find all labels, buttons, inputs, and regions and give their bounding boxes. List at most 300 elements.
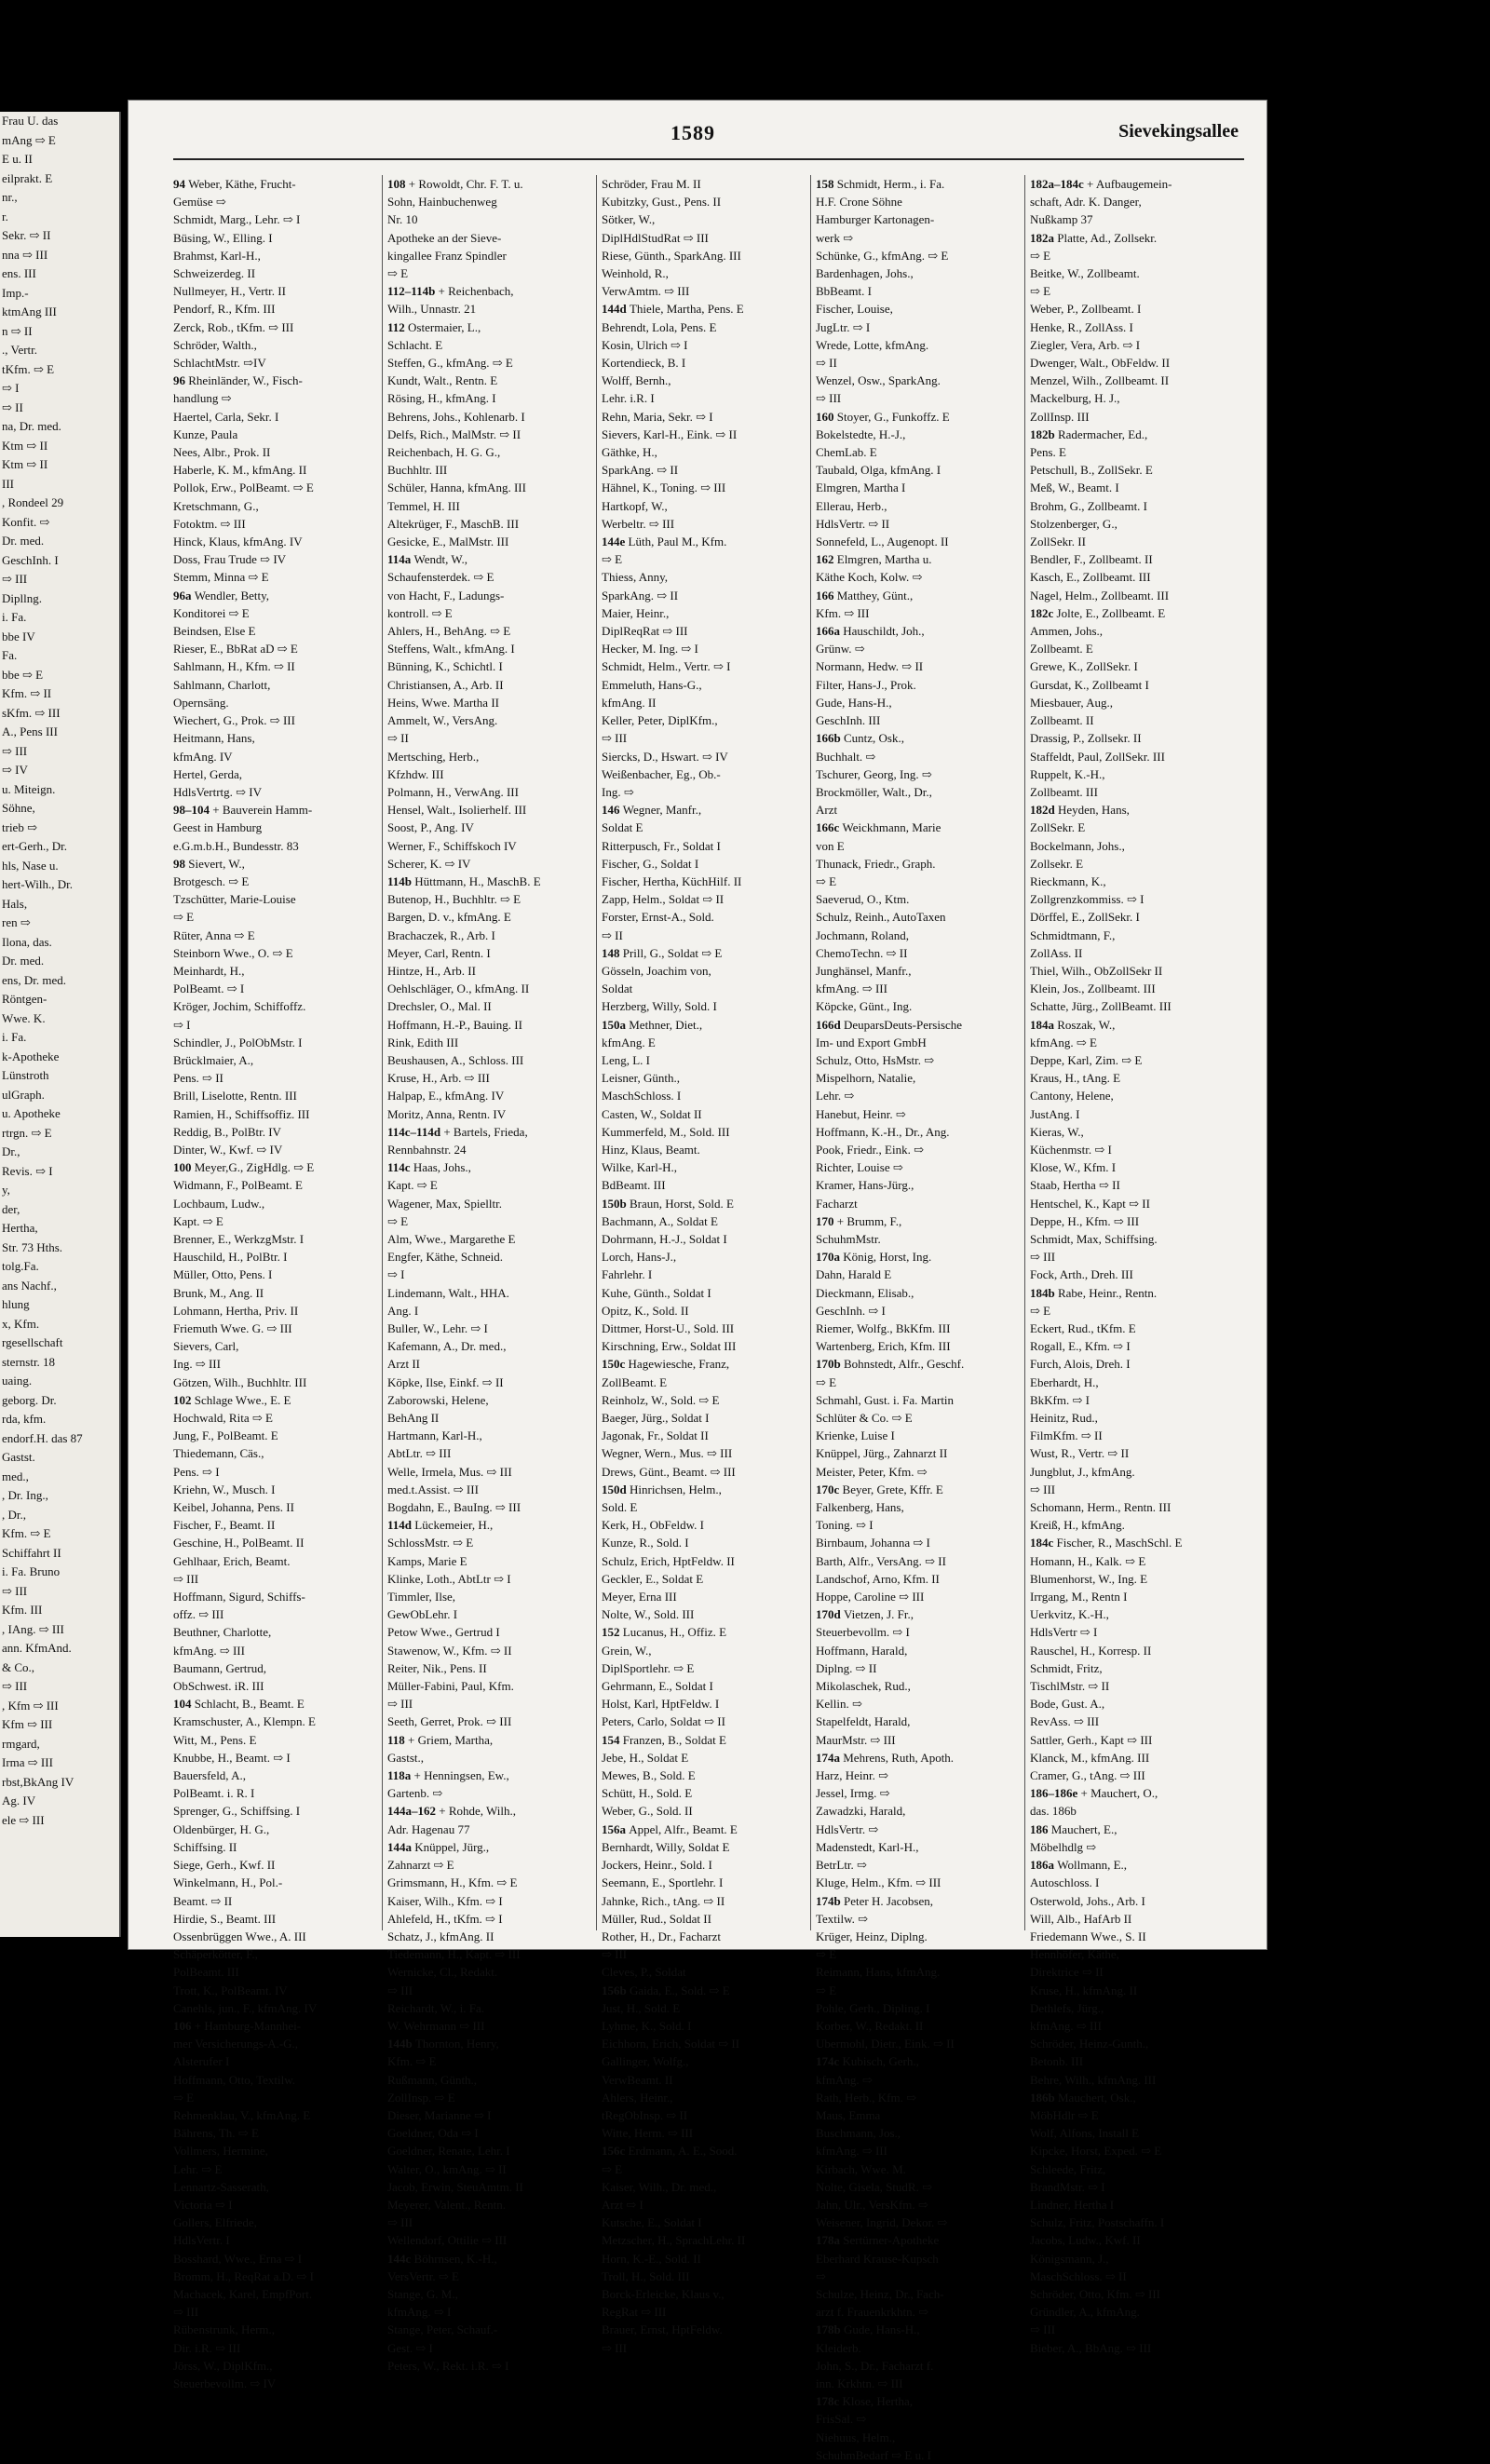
resident-text: kfmAng. ⇨ III bbox=[816, 982, 887, 996]
resident-text: Pens. E bbox=[1030, 445, 1066, 460]
left-page-line: y, bbox=[2, 1183, 10, 1197]
directory-entry bbox=[602, 1087, 806, 1104]
directory-entry bbox=[173, 1552, 378, 1570]
directory-entry bbox=[1030, 443, 1240, 461]
resident-text: Rieckmann, K., bbox=[1030, 873, 1106, 888]
resident-text: Fischer, G., Soldat I bbox=[602, 856, 699, 871]
resident-text: Baeger, Jürg., Soldat I bbox=[602, 1411, 710, 1426]
resident-text: Seemann, E., Sportlehr. I bbox=[602, 1875, 724, 1890]
resident-text: + Hamburg-Mannhei- bbox=[194, 2018, 302, 2033]
left-page-line: eilprakt. E bbox=[2, 170, 53, 185]
left-page-line: mAng ⇨ E bbox=[2, 132, 56, 147]
directory-entry bbox=[816, 1623, 1021, 1641]
resident-text: Beitke, W., Zollbeamt. bbox=[1030, 266, 1140, 281]
resident-text: Wolf, Alfons, Install E bbox=[1030, 2126, 1140, 2141]
resident-text: Hoffmann, H.-P., Bauing. II bbox=[387, 1017, 522, 1032]
resident-text: Cramer, G., tAng. ⇨ III bbox=[1030, 1768, 1145, 1783]
resident-text: Gesicke, E., MalMstr. III bbox=[387, 535, 509, 549]
directory-entry bbox=[816, 1713, 1021, 1730]
left-page-line: Kfm. ⇨ E bbox=[2, 1526, 51, 1540]
house-number: 166 bbox=[816, 588, 837, 602]
directory-entry bbox=[816, 2142, 1021, 2159]
house-number: 170b bbox=[816, 1357, 844, 1372]
directory-entry bbox=[816, 336, 1021, 354]
directory-entry bbox=[387, 997, 592, 1015]
resident-text: Haertel, Carla, Sekr. I bbox=[173, 409, 279, 424]
directory-entry bbox=[387, 1516, 592, 1534]
directory-entry bbox=[602, 1266, 806, 1283]
resident-text: Bauersfeld, A., bbox=[173, 1768, 246, 1783]
resident-text: DiplSportlehr. ⇨ E bbox=[602, 1660, 695, 1675]
directory-entry bbox=[1030, 1713, 1240, 1730]
directory-entry bbox=[602, 604, 806, 622]
resident-text: Leisner, Günth., bbox=[602, 1071, 680, 1086]
resident-text: Brohm, G., Zollbeamt. I bbox=[1030, 498, 1148, 513]
resident-text: Bünning, K., Schichtl. I bbox=[387, 659, 503, 674]
resident-text: Ahlefeld, H., tKfm. ⇨ I bbox=[387, 1911, 503, 1926]
directory-entry bbox=[816, 1605, 1021, 1623]
resident-text: Pohle, Gerh., Dipling. I bbox=[816, 2000, 930, 2015]
directory-entry bbox=[602, 264, 806, 282]
resident-text: Ang. I bbox=[387, 1303, 419, 1318]
resident-text: ⇨ E bbox=[387, 266, 409, 281]
resident-text: SchuhmMstr. bbox=[816, 1231, 881, 1246]
resident-text: MaschSchloss. I bbox=[602, 1089, 682, 1103]
directory-entry bbox=[602, 1695, 806, 1713]
left-page-line: Ag. IV bbox=[2, 1794, 36, 1807]
resident-text: kfmAng. II bbox=[602, 695, 657, 710]
directory-entry bbox=[387, 550, 592, 568]
directory-entry bbox=[1030, 497, 1240, 515]
directory-entry bbox=[816, 1659, 1021, 1677]
resident-text: Hauschildt, Joh., bbox=[843, 624, 925, 639]
directory-entry bbox=[602, 1427, 806, 1444]
directory-entry bbox=[1030, 1248, 1240, 1266]
resident-text: Sievers, Karl-H., Eink. ⇨ II bbox=[602, 426, 738, 441]
resident-text: BkKfm. ⇨ I bbox=[1030, 1392, 1090, 1407]
directory-entry bbox=[387, 1623, 592, 1641]
resident-text: Mauchert, E., bbox=[1050, 1821, 1118, 1836]
directory-entry bbox=[1030, 533, 1240, 550]
directory-entry bbox=[173, 2375, 378, 2392]
resident-text: Brachaczek, R., Arb. I bbox=[387, 927, 495, 942]
directory-entry bbox=[387, 1051, 592, 1069]
left-page-line: Str. 73 Hths. bbox=[2, 1239, 63, 1254]
house-number: 98–104 bbox=[173, 803, 213, 818]
left-page-line: Lünstroth bbox=[2, 1068, 49, 1082]
directory-entry bbox=[602, 443, 806, 461]
directory-entry bbox=[1030, 1158, 1240, 1176]
house-number: 96 bbox=[173, 373, 189, 388]
resident-text: ZollSekr. II bbox=[1030, 535, 1086, 549]
resident-text: Petow Wwe., Gertrud I bbox=[387, 1625, 500, 1640]
directory-entry bbox=[816, 1642, 1021, 1659]
directory-entry bbox=[1030, 372, 1240, 389]
directory-entry bbox=[602, 1605, 806, 1623]
directory-entry bbox=[602, 1821, 806, 1838]
directory-entry bbox=[816, 282, 1021, 300]
left-page-line: sKfm. ⇨ III bbox=[2, 705, 61, 720]
resident-text: Kellin. ⇨ bbox=[816, 1697, 862, 1712]
left-page-line: med., bbox=[2, 1469, 29, 1483]
directory-entry bbox=[173, 1051, 378, 1069]
resident-text: ZollInsp. III bbox=[1030, 409, 1090, 424]
house-number: 150b bbox=[602, 1196, 630, 1211]
directory-entry bbox=[173, 657, 378, 675]
house-number: 146 bbox=[602, 803, 623, 818]
resident-text: Erdmann, A. E., Sood. bbox=[628, 2144, 738, 2159]
directory-entry bbox=[1030, 408, 1240, 426]
directory-entry bbox=[387, 318, 592, 336]
resident-text: Fischer, R., MaschSchl. E bbox=[1056, 1536, 1183, 1550]
resident-text: Böhrnsen, K.-H., bbox=[413, 2251, 497, 2266]
directory-entry bbox=[173, 927, 378, 944]
directory-entry bbox=[173, 2052, 378, 2070]
resident-text: Hintze, H., Arb. II bbox=[387, 963, 476, 978]
resident-text: Hennhöfer, Käthe, bbox=[1030, 1947, 1119, 1962]
resident-text: kontroll. ⇨ E bbox=[387, 605, 453, 620]
directory-entry bbox=[173, 2214, 378, 2231]
directory-entry bbox=[816, 819, 1021, 836]
directory-entry bbox=[173, 372, 378, 389]
directory-entry bbox=[816, 2339, 1021, 2357]
resident-text: schaft, Adr. K. Danger, bbox=[1030, 195, 1142, 210]
directory-entry bbox=[1030, 944, 1240, 962]
resident-text: Maus, Emma bbox=[816, 2107, 881, 2122]
directory-entry bbox=[1030, 550, 1240, 568]
resident-text: kfmAng. ⇨ E bbox=[1030, 1035, 1097, 1049]
resident-text: Kasch, E., Zollbeamt. III bbox=[1030, 570, 1151, 585]
resident-text: Heyden, Hans, bbox=[1057, 803, 1130, 818]
resident-text: Canehls, jun., F., kfmAng. IV bbox=[173, 2000, 318, 2015]
directory-entry bbox=[387, 1784, 592, 1802]
directory-entry bbox=[816, 568, 1021, 586]
directory-entry bbox=[602, 2339, 806, 2357]
directory-entry bbox=[602, 855, 806, 873]
directory-entry bbox=[1030, 2339, 1240, 2357]
resident-text: Vollmers, Hermine, bbox=[173, 2144, 268, 2159]
directory-entry bbox=[602, 336, 806, 354]
directory-entry bbox=[1030, 1999, 1240, 2017]
left-page-line: ktmAng III bbox=[2, 305, 57, 318]
house-number: 182d bbox=[1030, 803, 1058, 818]
left-page-line: geborg. Dr. bbox=[2, 1392, 57, 1407]
resident-text: Knüppel, Jürg., Zahnarzt II bbox=[816, 1446, 948, 1461]
directory-entry bbox=[1030, 640, 1240, 657]
resident-text: Kramer, Hans-Jürg., bbox=[816, 1178, 914, 1193]
resident-text: Leng, L. I bbox=[602, 1052, 650, 1067]
resident-text: Bromm, H., ReqRat a.D. ⇨ I bbox=[173, 2268, 314, 2283]
resident-text: Stemm, Minna ⇨ E bbox=[173, 570, 269, 585]
directory-entry bbox=[1030, 1874, 1240, 1891]
directory-entry bbox=[1030, 2178, 1240, 2196]
house-number: 156c bbox=[602, 2144, 629, 2159]
resident-text: Soldat bbox=[602, 982, 633, 996]
left-page-line: Revis. ⇨ I bbox=[2, 1163, 53, 1178]
directory-entry bbox=[602, 300, 806, 318]
directory-entry bbox=[173, 1623, 378, 1641]
directory-entry bbox=[173, 2178, 378, 2196]
resident-text: SparkAng. ⇨ II bbox=[602, 463, 679, 478]
resident-text: Knüppel, Jürg., bbox=[414, 1839, 490, 1854]
house-number: 114d bbox=[387, 1518, 415, 1533]
resident-text: kfmAng. IV bbox=[173, 749, 233, 764]
directory-entry bbox=[387, 855, 592, 873]
directory-entry bbox=[173, 2231, 378, 2249]
resident-text: Opernsäng. bbox=[173, 695, 229, 710]
resident-text: Peters, W., Rekt. i.R. ⇨ I bbox=[387, 2358, 509, 2373]
house-number: 170d bbox=[816, 1607, 844, 1622]
column-divider bbox=[596, 175, 597, 1930]
resident-text: Kubitzky, Gust., Pens. II bbox=[602, 195, 722, 210]
house-number: 174b bbox=[816, 1893, 844, 1908]
directory-entry bbox=[1030, 1534, 1240, 1551]
directory-entry bbox=[816, 783, 1021, 801]
directory-entry bbox=[602, 1302, 806, 1320]
directory-entry bbox=[816, 318, 1021, 336]
resident-text: Brockmöller, Walt., Dr., bbox=[816, 784, 932, 799]
directory-entry bbox=[173, 676, 378, 694]
resident-text: Hentschel, K., Kapt ⇨ II bbox=[1030, 1196, 1150, 1211]
directory-entry bbox=[816, 497, 1021, 515]
resident-text: TischlMstr. ⇨ II bbox=[1030, 1679, 1110, 1694]
directory-entry bbox=[816, 1498, 1021, 1516]
left-page-line: Dr., bbox=[2, 1144, 20, 1158]
resident-text: Ostermaier, L., bbox=[408, 319, 481, 334]
resident-text: Rehn, Maria, Sekr. ⇨ I bbox=[602, 409, 713, 424]
directory-entry bbox=[1030, 980, 1240, 997]
directory-entry bbox=[1030, 515, 1240, 533]
directory-entry bbox=[173, 1928, 378, 1945]
resident-text: Schütt, H., Sold. E bbox=[602, 1786, 693, 1801]
column-3 bbox=[602, 175, 806, 2355]
resident-text: Kunze, Paula bbox=[173, 426, 238, 441]
directory-entry bbox=[1030, 1481, 1240, 1498]
directory-entry bbox=[387, 336, 592, 354]
resident-text: Lehr. ⇨ bbox=[816, 1089, 855, 1103]
directory-entry bbox=[387, 1570, 592, 1588]
resident-text: Jessel, Irmg. ⇨ bbox=[816, 1786, 890, 1801]
resident-text: Horn, K.-E., Sold. II bbox=[602, 2251, 701, 2266]
directory-entry bbox=[602, 1444, 806, 1462]
resident-text: Jacob, Erwin, SteuAmtm. II bbox=[387, 2179, 523, 2194]
resident-text: Meister, Peter, Kfm. ⇨ bbox=[816, 1464, 928, 1479]
resident-text: Dahn, Harald E bbox=[816, 1267, 892, 1282]
directory-entry bbox=[387, 908, 592, 926]
resident-text: Miesbauer, Aug., bbox=[1030, 695, 1114, 710]
resident-text: Deppe, H., Kfm. ⇨ III bbox=[1030, 1213, 1140, 1228]
resident-text: ⇨ III bbox=[387, 1697, 413, 1712]
directory-entry bbox=[387, 1141, 592, 1158]
resident-text: Werbeltr. ⇨ III bbox=[602, 516, 675, 531]
resident-text: Müller, Rud., Soldat II bbox=[602, 1911, 711, 1926]
resident-text: Köpcke, Günt., Ing. bbox=[816, 999, 913, 1014]
resident-text: Buchhalt. ⇨ bbox=[816, 749, 876, 764]
directory-entry bbox=[173, 354, 378, 372]
directory-entry bbox=[816, 479, 1021, 496]
resident-text: Thiel, Wilh., ObZollSekr II bbox=[1030, 963, 1163, 978]
resident-text: arzt f. Frauenkrkhtn. ⇨ bbox=[816, 2305, 928, 2320]
resident-text: Nagel, Helm., Zollbeamt. III bbox=[1030, 588, 1170, 602]
directory-entry bbox=[173, 587, 378, 604]
resident-text: Siercks, D., Hswart. ⇨ IV bbox=[602, 749, 728, 764]
resident-text: Kummerfeld, M., Sold. III bbox=[602, 1124, 730, 1139]
directory-entry bbox=[1030, 694, 1240, 711]
directory-entry bbox=[816, 1409, 1021, 1427]
directory-entry bbox=[173, 1195, 378, 1212]
resident-text: Tschurer, Georg, Ing. ⇨ bbox=[816, 766, 932, 781]
directory-entry bbox=[602, 2250, 806, 2268]
directory-entry bbox=[816, 1123, 1021, 1141]
left-page-line: III bbox=[2, 476, 14, 491]
directory-entry bbox=[1030, 997, 1240, 1015]
directory-entry bbox=[173, 1659, 378, 1677]
directory-entry bbox=[387, 2214, 592, 2231]
resident-text: Korber, W., Redakt. II bbox=[816, 2018, 924, 2033]
directory-entry bbox=[173, 1087, 378, 1104]
directory-entry bbox=[173, 2071, 378, 2089]
resident-text: Hähnel, K., Toning. ⇨ III bbox=[602, 481, 726, 495]
resident-text: Heinitz, Rud., bbox=[1030, 1411, 1098, 1426]
directory-entry bbox=[173, 2035, 378, 2052]
left-page-line: na, Dr. med. bbox=[2, 419, 61, 433]
resident-text: Halpap, E., kfmAng. IV bbox=[387, 1089, 505, 1103]
house-number: 160 bbox=[816, 409, 837, 424]
directory-entry bbox=[387, 604, 592, 622]
left-page-line: Gastst. bbox=[2, 1450, 35, 1464]
house-number: 184b bbox=[1030, 1285, 1058, 1300]
directory-entry bbox=[816, 908, 1021, 926]
directory-entry bbox=[1030, 1659, 1240, 1677]
directory-entry bbox=[816, 2160, 1021, 2178]
directory-entry bbox=[816, 1838, 1021, 1856]
directory-entry bbox=[1030, 318, 1240, 336]
resident-text: ⇨ II bbox=[602, 927, 623, 942]
house-number: 182c bbox=[1030, 605, 1057, 620]
directory-entry bbox=[173, 640, 378, 657]
directory-entry bbox=[1030, 1642, 1240, 1659]
directory-entry bbox=[816, 1516, 1021, 1534]
directory-entry bbox=[387, 282, 592, 300]
directory-entry bbox=[816, 2124, 1021, 2142]
resident-text: Schulz, Fritz, Postschaffn. I bbox=[1030, 2215, 1165, 2230]
resident-text: Meyer, Carl, Rentn. I bbox=[387, 945, 491, 960]
resident-text: Steuerbevollm. ⇨ I bbox=[816, 1625, 910, 1640]
resident-text: Nees, Albr., Prok. II bbox=[173, 445, 271, 460]
resident-text: Käthe Koch, Kolw. ⇨ bbox=[816, 570, 923, 585]
resident-text: Schindler, J., PolObMstr. I bbox=[173, 1035, 303, 1049]
resident-text: Kundt, Walt., Rentn. E bbox=[387, 373, 498, 388]
left-page-line: Schiffahrt II bbox=[2, 1545, 61, 1560]
resident-text: ChemLab. E bbox=[816, 445, 877, 460]
directory-entry bbox=[602, 694, 806, 711]
resident-text: Friedemann Wwe., S. II bbox=[1030, 1929, 1146, 1943]
resident-text: Peters, Carlo, Soldat ⇨ II bbox=[602, 1714, 725, 1729]
resident-text: Werner, F., Schiffskoch IV bbox=[387, 838, 517, 853]
resident-text: Wendt, W., bbox=[413, 552, 467, 567]
directory-entry bbox=[387, 1892, 592, 1910]
resident-text: Gude, Hans-H., bbox=[816, 695, 892, 710]
directory-entry bbox=[387, 1945, 592, 1963]
directory-entry bbox=[1030, 247, 1240, 264]
resident-text: Jebe, H., Soldat E bbox=[602, 1750, 689, 1765]
left-page-line: ann. KfmAnd. bbox=[2, 1641, 72, 1655]
directory-entry bbox=[816, 2357, 1021, 2375]
directory-entry bbox=[602, 282, 806, 300]
resident-text: Schulz, Erich, HptFeldw. II bbox=[602, 1553, 735, 1568]
directory-entry bbox=[602, 2303, 806, 2321]
resident-text: Timmler, Ilse, bbox=[387, 1590, 456, 1604]
directory-entry bbox=[387, 1928, 592, 1945]
directory-entry bbox=[816, 443, 1021, 461]
directory-entry bbox=[602, 1588, 806, 1605]
directory-entry bbox=[816, 1230, 1021, 1248]
directory-entry bbox=[1030, 2106, 1240, 2124]
directory-entry bbox=[1030, 1784, 1240, 1802]
resident-text: Schmidt, Helm., Vertr. ⇨ I bbox=[602, 659, 731, 674]
directory-entry bbox=[173, 282, 378, 300]
directory-entry bbox=[816, 1051, 1021, 1069]
directory-entry bbox=[387, 1874, 592, 1891]
resident-text: Kosin, Ulrich ⇨ I bbox=[602, 337, 688, 352]
directory-entry bbox=[1030, 193, 1240, 210]
directory-entry bbox=[1030, 1963, 1240, 1981]
house-number: 166d bbox=[816, 1017, 844, 1032]
resident-text: Jockers, Heinr., Sold. I bbox=[602, 1858, 712, 1873]
directory-entry bbox=[602, 2268, 806, 2285]
resident-text: Behrens, Johs., Kohlenarb. I bbox=[387, 409, 525, 424]
resident-text: Keller, Peter, DiplKfm., bbox=[602, 713, 718, 728]
resident-text: Schlacht, B., Beamt. E bbox=[194, 1697, 305, 1712]
directory-entry bbox=[387, 748, 592, 765]
resident-text: Lennartz-Sasserath, bbox=[173, 2179, 269, 2194]
resident-text: Schlage Wwe., E. E bbox=[194, 1392, 291, 1407]
resident-text: RevAss. ⇨ III bbox=[1030, 1714, 1100, 1729]
resident-text: Rabe, Heinr., Rentn. bbox=[1057, 1285, 1158, 1300]
left-page-line: ens, Dr. med. bbox=[2, 972, 66, 987]
resident-text: Goeldner, Oda ⇨ I bbox=[387, 2126, 479, 2141]
directory-entry bbox=[1030, 2268, 1240, 2285]
directory-entry bbox=[173, 479, 378, 496]
left-page-line: Kfm. ⇨ II bbox=[2, 686, 52, 700]
resident-text: Tiedemann, H., Kapt. ⇨ III bbox=[387, 1947, 521, 1962]
resident-text: Ellerau, Herb., bbox=[816, 498, 887, 513]
resident-text: Bockelmann, Johs., bbox=[1030, 838, 1125, 853]
directory-entry bbox=[387, 1374, 592, 1391]
resident-text: Kaiser, Wilh., Kfm. ⇨ I bbox=[387, 1893, 503, 1908]
resident-text: Lüth, Paul M., Kfm. bbox=[628, 535, 727, 549]
directory-entry bbox=[816, 193, 1021, 210]
directory-entry bbox=[816, 1588, 1021, 1605]
left-page-line: & Co., bbox=[2, 1659, 35, 1674]
directory-entry bbox=[602, 461, 806, 479]
house-number: 184a bbox=[1030, 1017, 1058, 1032]
directory-entry bbox=[816, 426, 1021, 443]
house-number: 170a bbox=[816, 1250, 844, 1265]
resident-text: ⇨ I bbox=[387, 1267, 405, 1282]
directory-entry bbox=[173, 1570, 378, 1588]
resident-text: Kleiderb. bbox=[816, 2340, 861, 2355]
resident-text: Hochwald, Rita ⇨ E bbox=[173, 1411, 273, 1426]
directory-entry bbox=[602, 210, 806, 228]
directory-entry bbox=[387, 2303, 592, 2321]
left-page-line: trieb ⇨ bbox=[2, 819, 37, 834]
resident-text: Adr. Hagenau 77 bbox=[387, 1821, 470, 1836]
resident-text: Schlüter & Co. ⇨ E bbox=[816, 1411, 913, 1426]
directory-entry bbox=[1030, 622, 1240, 640]
directory-entry bbox=[602, 2231, 806, 2249]
resident-text: Friemuth Wwe. G. ⇨ III bbox=[173, 1321, 292, 1335]
